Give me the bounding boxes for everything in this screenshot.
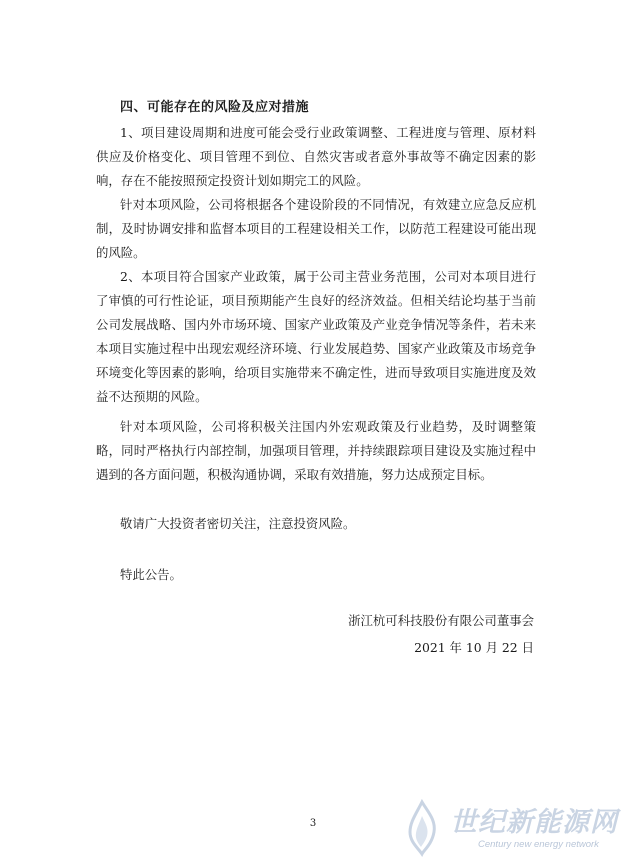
watermark-text [450, 807, 618, 850]
watermark-english: Century new energy network [478, 838, 599, 850]
signature-date: 2021 年 10 月 22 日 [414, 640, 534, 655]
paragraph-investor-notice: 敬请广大投资者密切关注，注意投资风险。 [120, 516, 356, 531]
signature-company: 浙江杭可科技股份有限公司董事会 [348, 613, 534, 628]
paragraph-risk-2: 2、本项目符合国家产业政策，属于公司主营业务范围，公司对本项目进行了审慎的可行性论证，项目预期能产生良好的经济效益。但相关结论均基于当前公司发展战略、国内外市场环境、国家产业政策及产业竞争情况等条件，若未来本项目实施过程中出现宏观经济环境、行业发展趋势、国家产业政策及市场竞争环境变化等因素的影响，给项目实施带来不确定性，进而导致项目实施进度及效益不达预期的风险。 [96, 269, 536, 404]
paragraph-announcement: 特此公告。 [120, 567, 182, 582]
watermark-chinese: 世纪新能源网 [450, 806, 618, 838]
watermark [398, 796, 618, 860]
page-number: 3 [309, 818, 317, 829]
paragraph-response-2: 针对本项风险，公司将积极关注国内外宏观政策及行业趋势，及时调整策略，同时严格执行内部控制，加强项目管理，并持续跟踪项目建设及实施过程中遇到的各方面问题，积极沟通协调，采取有效措施，努力达成预定目标。 [96, 419, 536, 482]
watermark-logo-icon [398, 798, 446, 858]
paragraph-response-1: 针对本项风险，公司将根据各个建设阶段的不同情况，有效建立应急反应机制，及时协调安排和监督本项目的工程建设相关工作，以防范工程建设可能出现的风险。 [96, 197, 536, 260]
paragraph-risk-1: 1、项目建设周期和进度可能会受行业政策调整、工程进度与管理、原材料供应及价格变化、项目管理不到位、自然灾害或者意外事故等不确定因素的影响，存在不能按照预定投资计划如期完工的风险。 [96, 125, 536, 188]
section-heading: 四、可能存在的风险及应对措施 [120, 100, 310, 115]
